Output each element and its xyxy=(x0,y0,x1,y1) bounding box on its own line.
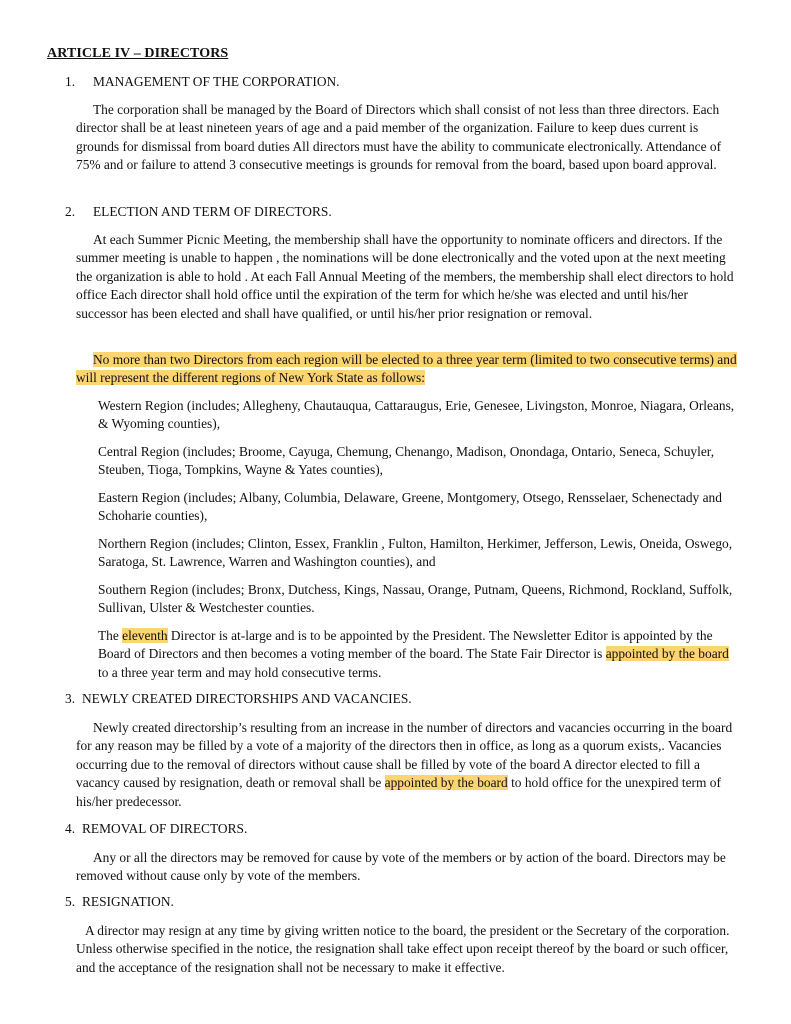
section-2-number: 2. xyxy=(65,204,76,219)
highlight-appointed-by-board-2: appointed by the board xyxy=(384,775,508,791)
section-2-title: ELECTION AND TERM OF DIRECTORS. xyxy=(93,204,332,219)
region-central: Central Region (includes; Broome, Cayuga, Chemung, Chenango, Madison, Onondaga, Ontario, Seneca, Schuyler, Steuben, Tioga, Tompkins, Wayne & Yates counties), xyxy=(98,444,715,478)
section-3-body-main: Newly created directorship’s resulting from an increase in the number of directors and vacancies occurring in the board for any reason may be filled by a vote of a majority of the directors then in office, as long as a quorum exists,. Vacancies occurring due to the removal of directors without cause shall be filled by vote of the board A director elected to fill a vacancy caused by resignation, death or removal shall be xyxy=(76,720,733,791)
section-5-number: 5. xyxy=(65,894,76,909)
section-3-body xyxy=(76,719,740,811)
region-southern: Southern Region (includes; Bronx, Dutchess, Kings, Nassau, Orange, Putnam, Queens, Richmond, Rockland, Suffolk, Sullivan, Ulster & Westchester counties. xyxy=(98,582,733,616)
highlight-appointed-by-board: appointed by the board xyxy=(605,646,729,662)
section-5-title: RESIGNATION. xyxy=(82,894,174,909)
section-2-body: At each Summer Picnic Meeting, the membership shall have the opportunity to nominate officers and directors. If the summer meeting is unable to happen , the nominations will be done electronically and the voted upon at the next meeting the organization is able to hold . At each Fall Annual Meeting of the members, the membership shall elect directors to hold office Each director shall hold office until the expiration of the term for which he/she was elected and until his/her successor has been elected and shall have qualified, or until his/her prior resignation or removal. xyxy=(76,232,734,321)
highlight-region-rule: No more than two Directors from each region will be elected to a three year term (limited to two consecutive terms) and will represent the different regions of New York State as follows: xyxy=(76,352,737,386)
at-large-paragraph xyxy=(98,627,738,682)
region-northern: Northern Region (includes; Clinton, Essex, Franklin , Fulton, Hamilton, Herkimer, Jefferson, Lewis, Oneida, Oswego, Saratoga, St. Lawrence, Warren and Washington counties), and xyxy=(98,536,733,570)
at-large-pre: The xyxy=(98,628,123,643)
section-3-body-post: to hold office for the unexpired term of his/her predecessor. xyxy=(76,775,721,809)
region-western: Western Region (includes; Allegheny, Chautauqua, Cattaraugus, Erie, Genesee, Livingston, Monroe, Niagara, Orleans, & Wyoming counties), xyxy=(98,398,735,432)
section-1-number: 1. xyxy=(65,74,76,89)
region-eastern: Eastern Region (includes; Albany, Columbia, Delaware, Greene, Montgomery, Otsego, Rensselaer, Schenectady and Schoharie counties), xyxy=(98,490,722,524)
section-1-heading xyxy=(65,74,340,90)
section-2-highlight-paragraph xyxy=(76,351,740,388)
section-2-heading xyxy=(65,204,332,220)
at-large-mid: Director is at-large and is to be appointed by the President. The Newsletter Editor is appointed by the Board of Directors and then becomes a voting member of the board. The State Fair Director is xyxy=(98,628,713,662)
section-4-title: REMOVAL OF DIRECTORS. xyxy=(82,821,248,836)
section-5-heading xyxy=(65,894,174,910)
article-title: ARTICLE IV – DIRECTORS xyxy=(47,46,229,61)
section-3-title: NEWLY CREATED DIRECTORSHIPS AND VACANCIES. xyxy=(82,691,412,706)
section-3-heading xyxy=(65,691,412,707)
section-3-number: 3. xyxy=(65,691,76,706)
section-4-heading xyxy=(65,821,247,837)
section-4-number: 4. xyxy=(65,821,76,836)
at-large-post: to a three year term and may hold consecutive terms. xyxy=(98,664,382,680)
section-4-body: Any or all the directors may be removed for cause by vote of the members or by action of the board. Directors may be removed without cause only by vote of the members. xyxy=(76,850,726,884)
section-5-body: A director may resign at any time by giving written notice to the board, the president or the Secretary of the corporation. Unless otherwise specified in the notice, the resignation shall take effect upon receipt thereof by the board or such officer, and the acceptance of the resignation shall not be necessary to make it effective. xyxy=(76,923,730,975)
section-1-title: MANAGEMENT OF THE CORPORATION. xyxy=(93,74,340,89)
highlight-eleventh: eleventh xyxy=(122,628,168,643)
section-1-body: The corporation shall be managed by the Board of Directors which shall consist of not less than three directors. Each director shall be at least nineteen years of age and a paid member of the organization. Failure to keep dues current is grounds for dismissal from board duties All directors must have the ability to communicate electronically. Attendance of 75% and or failure to attend 3 consecutive meetings is grounds for removal from the board, based upon board approval. xyxy=(76,102,722,173)
